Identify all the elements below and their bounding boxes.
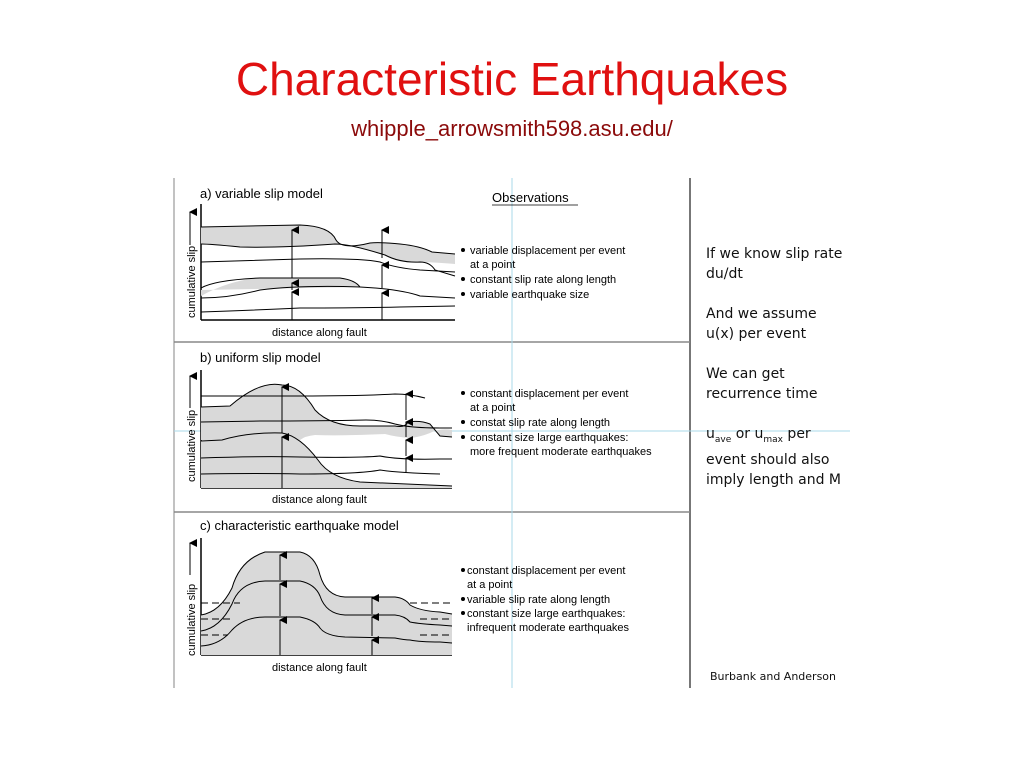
panel-a-y-label: cumulative slip xyxy=(186,245,198,318)
panel-a-variable-slip xyxy=(186,186,455,339)
note-length-magnitude xyxy=(706,424,846,490)
note-recurrence-time: We can get recurrence time xyxy=(706,366,818,402)
panel-c-y-label: cumulative slip xyxy=(186,583,198,656)
panel-a-bullet-3: variable earthquake size xyxy=(470,289,590,301)
note-slip-rate: If we know slip rate du/dt xyxy=(706,246,843,282)
note-or-u: or u xyxy=(731,426,764,442)
panel-c-x-label: distance along fault xyxy=(272,662,367,674)
note-ave-subscript: ave xyxy=(714,434,732,445)
note-u-symbol: u xyxy=(706,426,715,442)
panel-c-bullet-1b: at a point xyxy=(467,579,513,591)
panel-c-observations xyxy=(461,565,630,634)
panel-a-bullet-2: constant slip rate along length xyxy=(470,274,617,286)
panel-c-bullet-1: constant displacement per event xyxy=(467,565,626,577)
note-length-text: per event should also imply length and M xyxy=(706,426,841,488)
observations-header: Observations xyxy=(492,190,569,205)
panel-b-bullet-2: constat slip rate along length xyxy=(470,417,611,429)
image-credit: Burbank and Anderson xyxy=(710,670,836,683)
panel-b-bullet-3b: more frequent moderate earthquakes xyxy=(470,446,652,458)
panel-b-y-label: cumulative slip xyxy=(186,409,198,482)
panel-a-bullet-1b: at a point xyxy=(470,259,516,271)
panel-c-bullet-2: variable slip rate along length xyxy=(467,594,611,606)
note-max-subscript: max xyxy=(763,434,783,445)
panel-c-bullet-3: constant size large earthquakes: xyxy=(467,608,626,620)
note-assume-displacement: And we assume u(x) per event xyxy=(706,306,817,342)
panel-c-bullet-3b: infrequent moderate earthquakes xyxy=(467,622,630,634)
panel-b-bullet-1: constant displacement per event xyxy=(470,388,629,400)
panel-a-bullet-1: variable displacement per event xyxy=(470,245,626,257)
panel-a-observations xyxy=(461,245,625,301)
panel-a-label: a) variable slip model xyxy=(200,186,323,201)
panel-b-bullet-3: constant size large earthquakes: xyxy=(470,432,629,444)
slide-subtitle: whipple_arrowsmith598.asu.edu/ xyxy=(351,116,673,141)
panel-b-observations xyxy=(461,388,652,458)
panel-a-x-label: distance along fault xyxy=(272,327,367,339)
panel-b-bullet-1b: at a point xyxy=(470,402,516,414)
panel-b-uniform-slip xyxy=(186,350,452,506)
notes-panel xyxy=(706,244,846,510)
slide-title: Characteristic Earthquakes xyxy=(235,53,789,105)
panel-c-characteristic xyxy=(186,518,452,674)
panel-b-x-label: distance along fault xyxy=(272,494,367,506)
panel-c-label: c) characteristic earthquake model xyxy=(200,518,399,533)
panel-b-label: b) uniform slip model xyxy=(200,350,321,365)
